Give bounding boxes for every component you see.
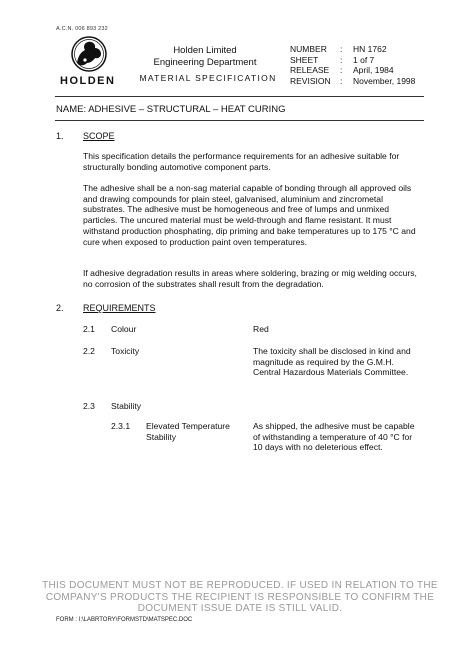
scope-paragraph: The adhesive shall be a non-sag material capable of bonding through all approved oils and drawing compounds for plain steel, galvanised, aluminium and zincrometal substrates. The adhesive must be homogeneous and free of lumps and unmixed particles. The uncured material must be weld-through and flame resistant. It must withstand production phosphating, dip priming and bake temperatures up to 175 °C and cure when exposed to production paint oven temperatures. (83, 183, 416, 247)
form-path: FORM : I:\LABRTORY\FORMSTD\MATSPEC.DOC (56, 617, 193, 623)
acn-number: A.C.N. 006 893 232 (56, 26, 108, 32)
meta-row-revision (290, 76, 415, 87)
company-block (140, 45, 270, 69)
section-title-scope: SCOPE (83, 131, 115, 141)
meta-key: NUMBER (290, 44, 327, 54)
meta-row-release (290, 65, 415, 76)
sub-requirement-number: 2.3.1 (111, 421, 131, 431)
department-name: Engineering Department (153, 57, 257, 68)
logo-wordmark: HOLDEN (60, 75, 116, 87)
section-number: 2. (56, 303, 64, 313)
meta-sep: : (340, 44, 343, 54)
meta-sep: : (340, 65, 343, 76)
requirement-number: 2.3 (83, 401, 95, 411)
requirement-value: The toxicity shall be disclosed in kind and magnitude as required by the G.M.H. Central Hazardous Materials Committee. (253, 346, 411, 378)
requirement-label: Stability (111, 401, 142, 411)
meta-key: REVISION (290, 75, 331, 86)
document-meta-table (290, 44, 415, 86)
meta-row-number (290, 44, 415, 55)
sub-requirement-value: As shipped, the adhesive must be capable of withstanding a temperature of 40 °C for 10 days with no deleterious effect. (253, 421, 415, 453)
meta-value: HN 1762 (353, 44, 387, 54)
requirement-value: Red (253, 324, 269, 334)
requirement-label: Toxicity (111, 346, 140, 356)
meta-sep: : (340, 75, 343, 86)
meta-sep: : (340, 54, 343, 65)
requirement-number: 2.1 (83, 324, 95, 334)
requirement-number: 2.2 (83, 346, 95, 356)
section-number: 1. (56, 131, 64, 141)
meta-key: RELEASE (290, 65, 330, 76)
scope-paragraph: This specification details the performance requirements for an adhesive suitable for structurally bonding automotive component parts. (83, 151, 400, 172)
company-name: Holden Limited (173, 45, 237, 56)
meta-key: SHEET (290, 54, 319, 65)
document-type: MATERIAL SPECIFICATION (139, 73, 277, 83)
meta-value: November, 1998 (353, 75, 416, 86)
scope-paragraph: If adhesive degradation results in areas where soldering, brazing or mig welding occurs, no corrosion of the substrates shall result from the degradation. (83, 268, 417, 289)
header-divider (55, 96, 424, 97)
requirement-label: Colour (111, 324, 137, 334)
reproduction-warning: THIS DOCUMENT MUST NOT BE REPRODUCED. IF USED IN RELATION TO THE COMPANY'S PRODUCTS THE RECIPIENT IS RESPONSIBLE TO CONFIRM THE DOCUMENT ISSUE DATE IS STILL VALID. (42, 580, 438, 614)
meta-value: April, 1984 (353, 65, 394, 76)
meta-value: 1 of 7 (353, 54, 375, 65)
spec-name: NAME: ADHESIVE – STRUCTURAL – HEAT CURING (56, 104, 286, 115)
sub-requirement-label: Elevated Temperature Stability (146, 421, 230, 442)
name-divider (55, 120, 424, 121)
section-title-requirements: REQUIREMENTS (83, 303, 156, 313)
meta-row-sheet (290, 55, 415, 66)
